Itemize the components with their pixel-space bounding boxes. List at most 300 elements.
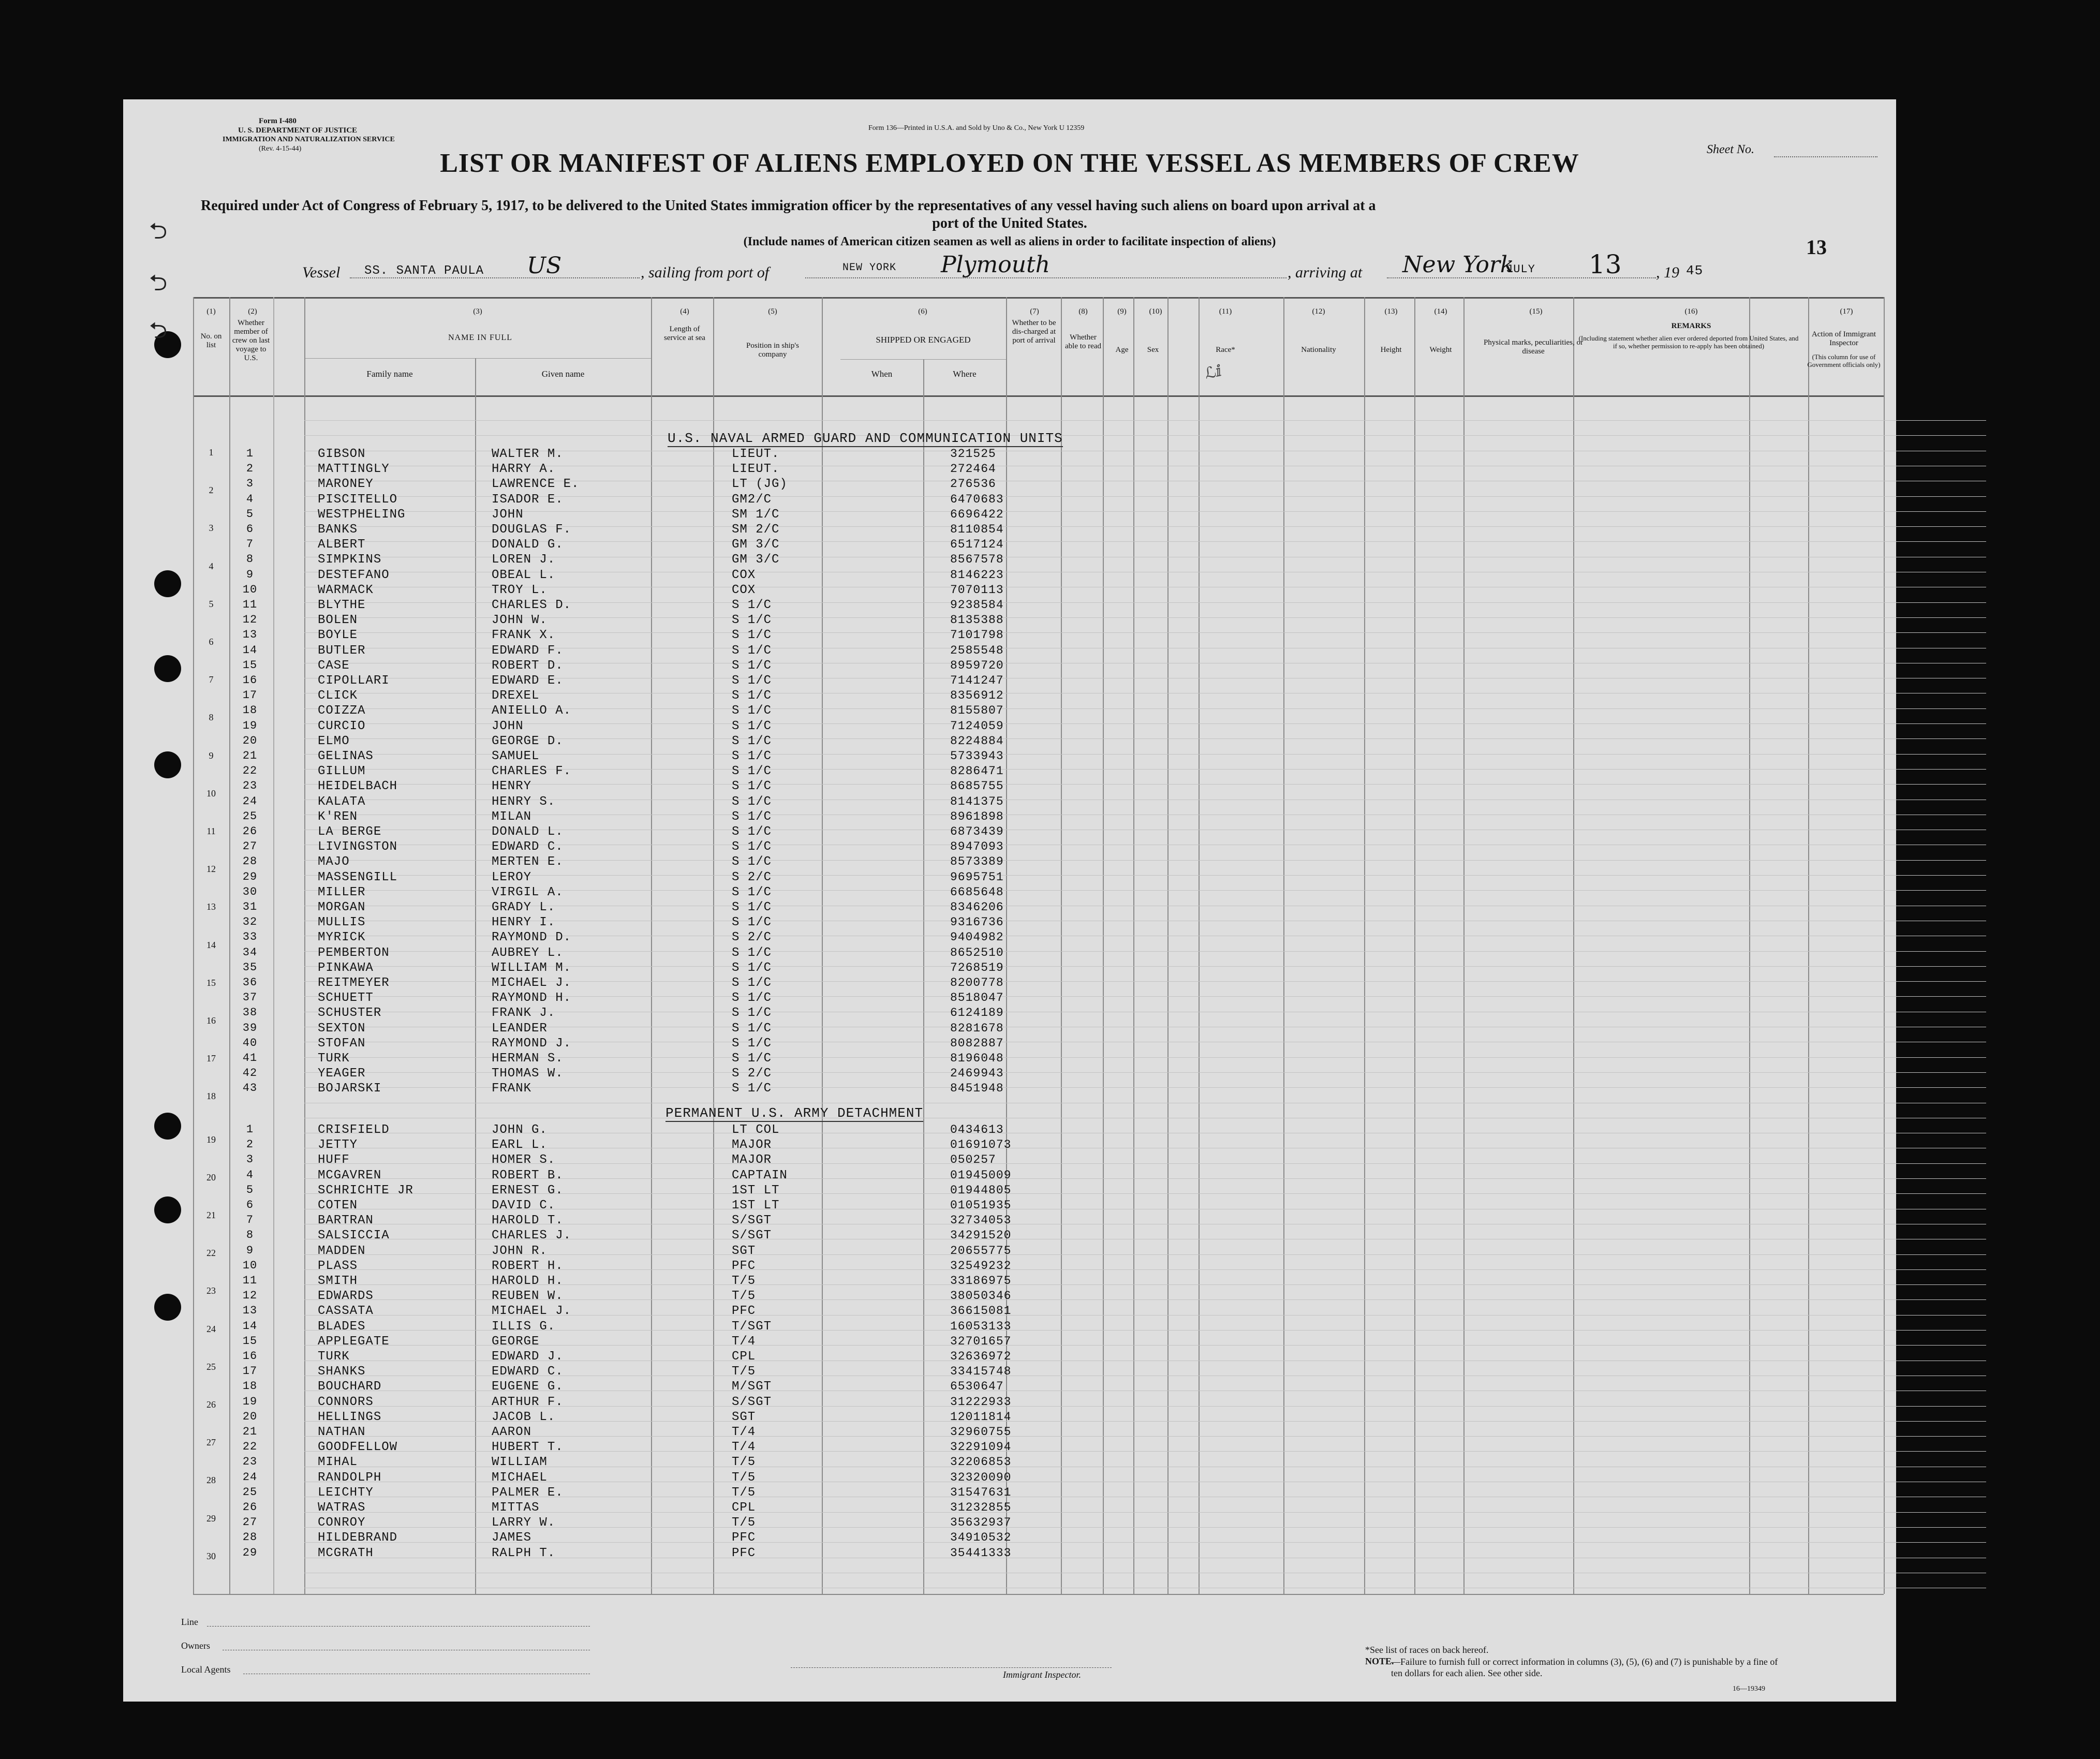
position: S 2/C <box>732 870 772 884</box>
line-number: 30 <box>206 1551 216 1561</box>
service-number: 32320090 <box>950 1470 1012 1484</box>
crew-number: 28 <box>242 855 258 868</box>
family-name: BLYTHE <box>318 598 366 612</box>
given-name: JACOB L. <box>492 1410 556 1424</box>
crew-number: 9 <box>246 568 254 581</box>
given-name: ROBERT B. <box>492 1168 564 1182</box>
table-row <box>123 1304 1896 1319</box>
form-id: Form I-480 <box>259 117 297 125</box>
service-number: 6470683 <box>950 492 1004 506</box>
crew-number: 10 <box>242 583 258 596</box>
table-row <box>123 1380 1896 1394</box>
table-row <box>123 779 1896 794</box>
line-number: 4 <box>209 561 214 571</box>
crew-number: 23 <box>242 779 258 793</box>
position: S 1/C <box>732 794 772 809</box>
family-name: SALSICCIA <box>318 1229 390 1243</box>
crew-number: 11 <box>242 1274 258 1287</box>
col16-note: (Including statement whether alien ever ordered deported from United States, and if so, whether permission to re-apply has been obtained) <box>1578 334 1799 350</box>
races-note: *See list of races on back hereof. <box>1365 1645 1489 1655</box>
given-name: MICHAEL <box>492 1470 548 1485</box>
position: LT COL <box>732 1123 780 1137</box>
given-name: EUGENE G. <box>492 1380 564 1394</box>
name-subheader-rule <box>304 358 651 359</box>
service-number: 6530647 <box>950 1380 1004 1394</box>
table-row <box>123 1289 1896 1304</box>
position: S 1/C <box>732 764 772 779</box>
family-name: BANKS <box>318 523 358 537</box>
col10-header: Sex <box>1147 346 1159 354</box>
family-name: PLASS <box>318 1259 358 1273</box>
service-number: 6685648 <box>950 885 1004 899</box>
service-number: 8346206 <box>950 900 1004 914</box>
service-number: 8356912 <box>950 689 1004 703</box>
family-name: CLICK <box>318 689 358 703</box>
position: S 1/C <box>732 960 772 975</box>
inspector-field <box>791 1667 1112 1668</box>
service-number: 8685755 <box>950 779 1004 793</box>
service-number: 9695751 <box>950 870 1004 884</box>
service-number: 2469943 <box>950 1067 1004 1081</box>
crew-number: 26 <box>242 1501 258 1514</box>
crew-number: 25 <box>242 1485 258 1499</box>
col7-header: Whether to be dis-charged at port of arrival <box>1012 319 1056 345</box>
position: PFC <box>732 1304 756 1319</box>
position: T/5 <box>732 1289 756 1304</box>
service-number: 31222933 <box>950 1395 1012 1409</box>
position: S 1/C <box>732 749 772 763</box>
family-name: HUFF <box>318 1153 350 1167</box>
table-row <box>123 1006 1896 1021</box>
table-row <box>123 1199 1896 1213</box>
given-name: TROY L. <box>492 583 548 597</box>
service-number: 8573389 <box>950 855 1004 869</box>
position: PFC <box>732 1259 756 1273</box>
given-name: JOHN G. <box>492 1123 548 1137</box>
given-name: AARON <box>492 1425 532 1439</box>
service-number: 34291520 <box>950 1229 1012 1243</box>
given-name: WILLIAM M. <box>492 960 572 975</box>
table-row <box>123 613 1896 628</box>
table-row <box>123 1516 1896 1530</box>
table-row <box>123 689 1896 703</box>
position: T/5 <box>732 1470 756 1485</box>
service-number: 01691073 <box>950 1138 1012 1152</box>
col3-num: (3) <box>473 307 482 316</box>
service-number: 8110854 <box>950 523 1004 536</box>
vessel-mark: US <box>527 253 562 279</box>
line-number: 7 <box>209 674 214 685</box>
col2-num: (2) <box>248 307 257 316</box>
row-rule <box>304 435 1986 436</box>
given-name: EDWARD F. <box>492 643 564 658</box>
service-number: 16053133 <box>950 1319 1012 1333</box>
position: S 1/C <box>732 1006 772 1021</box>
given-name: HUBERT T. <box>492 1440 564 1455</box>
note-label: NOTE. <box>1365 1656 1394 1666</box>
line-number: 14 <box>206 940 216 950</box>
col6-num: (6) <box>918 307 927 316</box>
line-number: 18 <box>206 1091 216 1101</box>
given-name: MICHAEL J. <box>492 1304 572 1319</box>
crew-number: 14 <box>242 1319 258 1333</box>
family-name: BUTLER <box>318 643 366 658</box>
line-number: 17 <box>206 1053 216 1063</box>
family-name: CIPOLLARI <box>318 674 390 688</box>
position: S 1/C <box>732 855 772 869</box>
service-number: 36615081 <box>950 1304 1012 1318</box>
col6-header: SHIPPED OR ENGAGED <box>876 335 971 345</box>
given-name: HENRY I. <box>492 915 556 930</box>
table-row <box>123 1486 1896 1500</box>
crew-number: 30 <box>242 885 258 898</box>
service-number: 7070113 <box>950 583 1004 597</box>
arriving-label: , arriving at <box>1288 264 1363 281</box>
col17-header: Action of Immigrant Inspector <box>1811 330 1876 347</box>
crew-number: 36 <box>242 976 258 989</box>
service-number: 32960755 <box>950 1425 1012 1439</box>
given-name: LOREN J. <box>492 553 556 567</box>
service-number: 31232855 <box>950 1501 1012 1514</box>
table-row <box>123 840 1896 854</box>
position: S 1/C <box>732 900 772 914</box>
family-name: CASE <box>318 658 350 673</box>
service-number: 38050346 <box>950 1289 1012 1303</box>
crew-number: 19 <box>242 719 258 732</box>
table-row <box>123 1531 1896 1545</box>
col6-when-header: When <box>871 369 893 379</box>
year-suffix: 45 <box>1686 263 1704 278</box>
family-name: MORGAN <box>318 900 366 914</box>
position: GM 3/C <box>732 553 780 567</box>
page-title: LIST OR MANIFEST OF ALIENS EMPLOYED ON THE VESSEL AS MEMBERS OF CREW <box>440 149 1579 178</box>
position: S/SGT <box>732 1229 772 1243</box>
crew-number: 16 <box>242 674 258 687</box>
form-service: IMMIGRATION AND NATURALIZATION SERVICE <box>223 136 395 143</box>
crew-number: 39 <box>242 1021 258 1034</box>
family-name: MIHAL <box>318 1455 358 1470</box>
family-name: LA BERGE <box>318 825 382 839</box>
footer-line-field <box>207 1626 590 1627</box>
family-name: BARTRAN <box>318 1214 374 1228</box>
crew-number: 32 <box>242 915 258 929</box>
service-number: 8196048 <box>950 1052 1004 1065</box>
position: PFC <box>732 1546 756 1560</box>
position: M/SGT <box>732 1380 772 1394</box>
ring-mark: ⮌ <box>149 270 168 295</box>
table-row <box>123 1259 1896 1274</box>
service-number: 050257 <box>950 1153 996 1167</box>
family-name: TURK <box>318 1350 350 1364</box>
crew-number: 12 <box>242 613 258 627</box>
service-number: 6696422 <box>950 507 1004 521</box>
given-name: ROBERT H. <box>492 1259 564 1273</box>
given-name: LARRY W. <box>492 1516 556 1530</box>
arrival-handwritten: New York <box>1402 252 1514 278</box>
family-name: HEIDELBACH <box>318 779 398 794</box>
family-name: MCGAVREN <box>318 1168 382 1182</box>
given-name: RAYMOND D. <box>492 930 572 945</box>
position: S/SGT <box>732 1395 772 1409</box>
service-number: 8947093 <box>950 840 1004 854</box>
table-row <box>123 991 1896 1006</box>
position: COX <box>732 568 756 582</box>
crew-number: 8 <box>246 1229 254 1242</box>
col5-header: Position in ship's company <box>746 342 799 359</box>
table-bottom-rule <box>193 1594 1884 1595</box>
position: S 1/C <box>732 945 772 960</box>
col16-header: REMARKS <box>1671 322 1711 330</box>
position: S 1/C <box>732 598 772 612</box>
family-name: WESTPHELING <box>318 507 406 522</box>
service-number: 8567578 <box>950 553 1004 567</box>
service-number: 8281678 <box>950 1021 1004 1035</box>
given-name: GRADY L. <box>492 900 556 914</box>
table-row <box>123 946 1896 960</box>
table-row <box>123 825 1896 839</box>
table-row <box>123 1501 1896 1515</box>
service-number: 6124189 <box>950 1006 1004 1020</box>
service-number: 6873439 <box>950 825 1004 838</box>
crew-number: 3 <box>246 1153 254 1166</box>
line-number: 27 <box>206 1437 216 1447</box>
crew-number: 22 <box>242 1440 258 1454</box>
crew-number: 15 <box>242 1334 258 1348</box>
line-number: 25 <box>206 1362 216 1372</box>
col12-header: Nationality <box>1301 346 1336 354</box>
service-number: 6517124 <box>950 538 1004 552</box>
position: T/4 <box>732 1440 756 1455</box>
given-name: CHARLES F. <box>492 764 572 779</box>
section-army: PERMANENT U.S. ARMY DETACHMENT <box>666 1105 924 1121</box>
crew-number: 10 <box>242 1259 258 1272</box>
position: S 1/C <box>732 1021 772 1036</box>
family-name: REITMEYER <box>318 976 390 990</box>
crew-number: 34 <box>242 945 258 959</box>
given-name: DAVID C. <box>492 1199 556 1213</box>
line-number: 5 <box>209 599 214 609</box>
given-name: DOUGLAS F. <box>492 523 572 537</box>
col1-num: (1) <box>206 307 216 316</box>
family-name: GILLUM <box>318 764 366 779</box>
col15-num: (15) <box>1529 307 1543 316</box>
given-name: RAYMOND H. <box>492 991 572 1006</box>
service-number: 7268519 <box>950 960 1004 974</box>
family-name: MATTINGLY <box>318 462 390 477</box>
table-row <box>123 855 1896 869</box>
position: T/4 <box>732 1334 756 1349</box>
service-number: 8146223 <box>950 568 1004 582</box>
position: S 1/C <box>732 885 772 899</box>
position: 1ST LT <box>732 1183 780 1198</box>
position: S 1/C <box>732 809 772 824</box>
crew-number: 29 <box>242 1546 258 1559</box>
family-name: ALBERT <box>318 538 366 552</box>
given-name: JAMES <box>492 1531 532 1545</box>
position: S 1/C <box>732 779 772 794</box>
given-name: HAROLD H. <box>492 1274 564 1288</box>
crew-number: 13 <box>242 628 258 642</box>
given-name: MILAN <box>492 809 532 824</box>
family-name: MULLIS <box>318 915 366 930</box>
crew-number: 43 <box>242 1082 258 1095</box>
given-name: DREXEL <box>492 689 540 703</box>
service-number: 35632937 <box>950 1516 1012 1530</box>
crew-number: 41 <box>242 1052 258 1065</box>
crew-number: 35 <box>242 960 258 974</box>
sheet-number: 13 <box>1806 235 1827 259</box>
position: SGT <box>732 1410 756 1424</box>
given-name: HARRY A. <box>492 462 556 477</box>
position: S 1/C <box>732 719 772 733</box>
given-name: EDWARD C. <box>492 840 564 854</box>
subtitle-line-1: Required under Act of Congress of February 5, 1917, to be delivered to the United States immigration officer by the representatives of any vessel having such aliens on board upon arrival at a <box>201 198 1376 214</box>
crew-number: 28 <box>242 1531 258 1544</box>
col13-num: (13) <box>1384 307 1398 316</box>
given-name: HENRY S. <box>492 794 556 809</box>
table-row <box>123 1052 1896 1066</box>
table-row <box>123 583 1896 598</box>
family-name: GELINAS <box>318 749 374 763</box>
family-name: BOLEN <box>318 613 358 628</box>
note-text: —Failure to furnish full or correct information in columns (3), (5), (6) and (7) is punishable by a fine of ten dollars for each alien. See other side. <box>1391 1657 1778 1678</box>
table-row <box>123 1320 1896 1334</box>
position: LIEUT. <box>732 462 780 477</box>
arrival-day: 13 <box>1589 249 1622 279</box>
given-name: ERNEST G. <box>492 1183 564 1198</box>
position: LT (JG) <box>732 477 788 492</box>
service-number: 0434613 <box>950 1123 1004 1136</box>
header-bottom-rule <box>193 395 1884 397</box>
table-row <box>123 1365 1896 1379</box>
position: PFC <box>732 1531 756 1545</box>
position: T/5 <box>732 1365 756 1379</box>
position: S 1/C <box>732 1036 772 1051</box>
family-name: COIZZA <box>318 704 366 718</box>
col3-family-header: Family name <box>366 369 413 379</box>
given-name: VIRGIL A. <box>492 885 564 899</box>
col11-num: (11) <box>1219 307 1232 316</box>
service-number: 8135388 <box>950 613 1004 627</box>
header-pencil-marks: ℒⅈ <box>1203 361 1224 383</box>
service-number: 01051935 <box>950 1199 1012 1212</box>
sheet-label: Sheet No. <box>1707 143 1754 156</box>
table-row <box>123 493 1896 507</box>
crew-number: 24 <box>242 1470 258 1484</box>
family-name: SCHUETT <box>318 991 374 1006</box>
position: S 1/C <box>732 840 772 854</box>
line-number: 1 <box>209 447 214 457</box>
table-top-rule <box>193 297 1884 299</box>
line-number: 9 <box>209 750 214 761</box>
service-number: 8141375 <box>950 794 1004 808</box>
manifest-sheet <box>123 99 1896 1702</box>
table-row <box>123 462 1896 477</box>
family-name: BOYLE <box>318 628 358 643</box>
line-number: 26 <box>206 1399 216 1410</box>
col17-note: (This column for use of Government officials only) <box>1807 353 1881 368</box>
crew-number: 4 <box>246 492 254 506</box>
given-name: RALPH T. <box>492 1546 556 1560</box>
crew-number: 2 <box>246 1138 254 1151</box>
service-number: 8518047 <box>950 991 1004 1005</box>
given-name: SAMUEL <box>492 749 540 763</box>
service-number: 34910532 <box>950 1531 1012 1545</box>
family-name: JETTY <box>318 1138 358 1152</box>
subtitle-line-3: (Include names of American citizen seamen as well as aliens in order to facilitate inspection of aliens) <box>743 235 1276 248</box>
crew-number: 21 <box>242 749 258 762</box>
service-number: 7124059 <box>950 719 1004 733</box>
table-row <box>123 553 1896 567</box>
family-name: STOFAN <box>318 1036 366 1051</box>
given-name: WILLIAM <box>492 1455 548 1470</box>
col11-header: Race* <box>1216 346 1235 354</box>
table-row <box>123 1082 1896 1096</box>
crew-number: 7 <box>246 1214 254 1227</box>
given-name: DONALD L. <box>492 825 564 839</box>
service-number: 01945009 <box>950 1168 1012 1182</box>
service-number: 8961898 <box>950 809 1004 823</box>
given-name: PALMER E. <box>492 1485 564 1500</box>
table-row <box>123 1037 1896 1051</box>
position: S 1/C <box>732 915 772 930</box>
service-number: 8652510 <box>950 945 1004 959</box>
family-name: MILLER <box>318 885 366 899</box>
table-row <box>123 1067 1896 1081</box>
year-prefix: , 19 <box>1656 264 1679 281</box>
family-name: SHANKS <box>318 1365 366 1379</box>
line-number: 13 <box>206 901 216 912</box>
crew-number: 13 <box>242 1304 258 1318</box>
given-name: ILLIS G. <box>492 1319 556 1334</box>
given-name: MERTEN E. <box>492 855 564 869</box>
section-navy: U.S. NAVAL ARMED GUARD AND COMMUNICATION UNITS <box>668 431 1063 446</box>
table-row <box>123 1153 1896 1167</box>
service-number: 33415748 <box>950 1365 1012 1379</box>
table-row <box>123 915 1896 930</box>
table-row <box>123 1350 1896 1364</box>
table-row <box>123 568 1896 583</box>
given-name: ROBERT D. <box>492 658 564 673</box>
crew-number: 18 <box>242 1380 258 1393</box>
service-number: 272464 <box>950 462 996 476</box>
given-name: FRANK J. <box>492 1006 556 1021</box>
given-name: AUBREY L. <box>492 945 564 960</box>
service-number: 31547631 <box>950 1485 1012 1499</box>
family-name: BOJARSKI <box>318 1082 382 1096</box>
given-name: EDWARD E. <box>492 674 564 688</box>
crew-number: 38 <box>242 1006 258 1019</box>
table-row <box>123 1214 1896 1228</box>
position: S/SGT <box>732 1214 772 1228</box>
crew-number: 9 <box>246 1244 254 1257</box>
sailing-label: , sailing from port of <box>641 264 770 281</box>
service-number: 8224884 <box>950 734 1004 748</box>
family-name: APPLEGATE <box>318 1334 390 1349</box>
service-number: 7101798 <box>950 628 1004 642</box>
service-number: 8286471 <box>950 764 1004 778</box>
table-row <box>123 659 1896 673</box>
given-name: JOHN <box>492 507 524 522</box>
family-name: CONNORS <box>318 1395 374 1409</box>
table-row <box>123 1410 1896 1425</box>
crew-number: 25 <box>242 809 258 823</box>
table-row <box>123 628 1896 643</box>
given-name: FRANK X. <box>492 628 556 643</box>
service-number: 8451948 <box>950 1082 1004 1096</box>
table-row <box>123 644 1896 658</box>
col16-num: (16) <box>1684 307 1698 316</box>
